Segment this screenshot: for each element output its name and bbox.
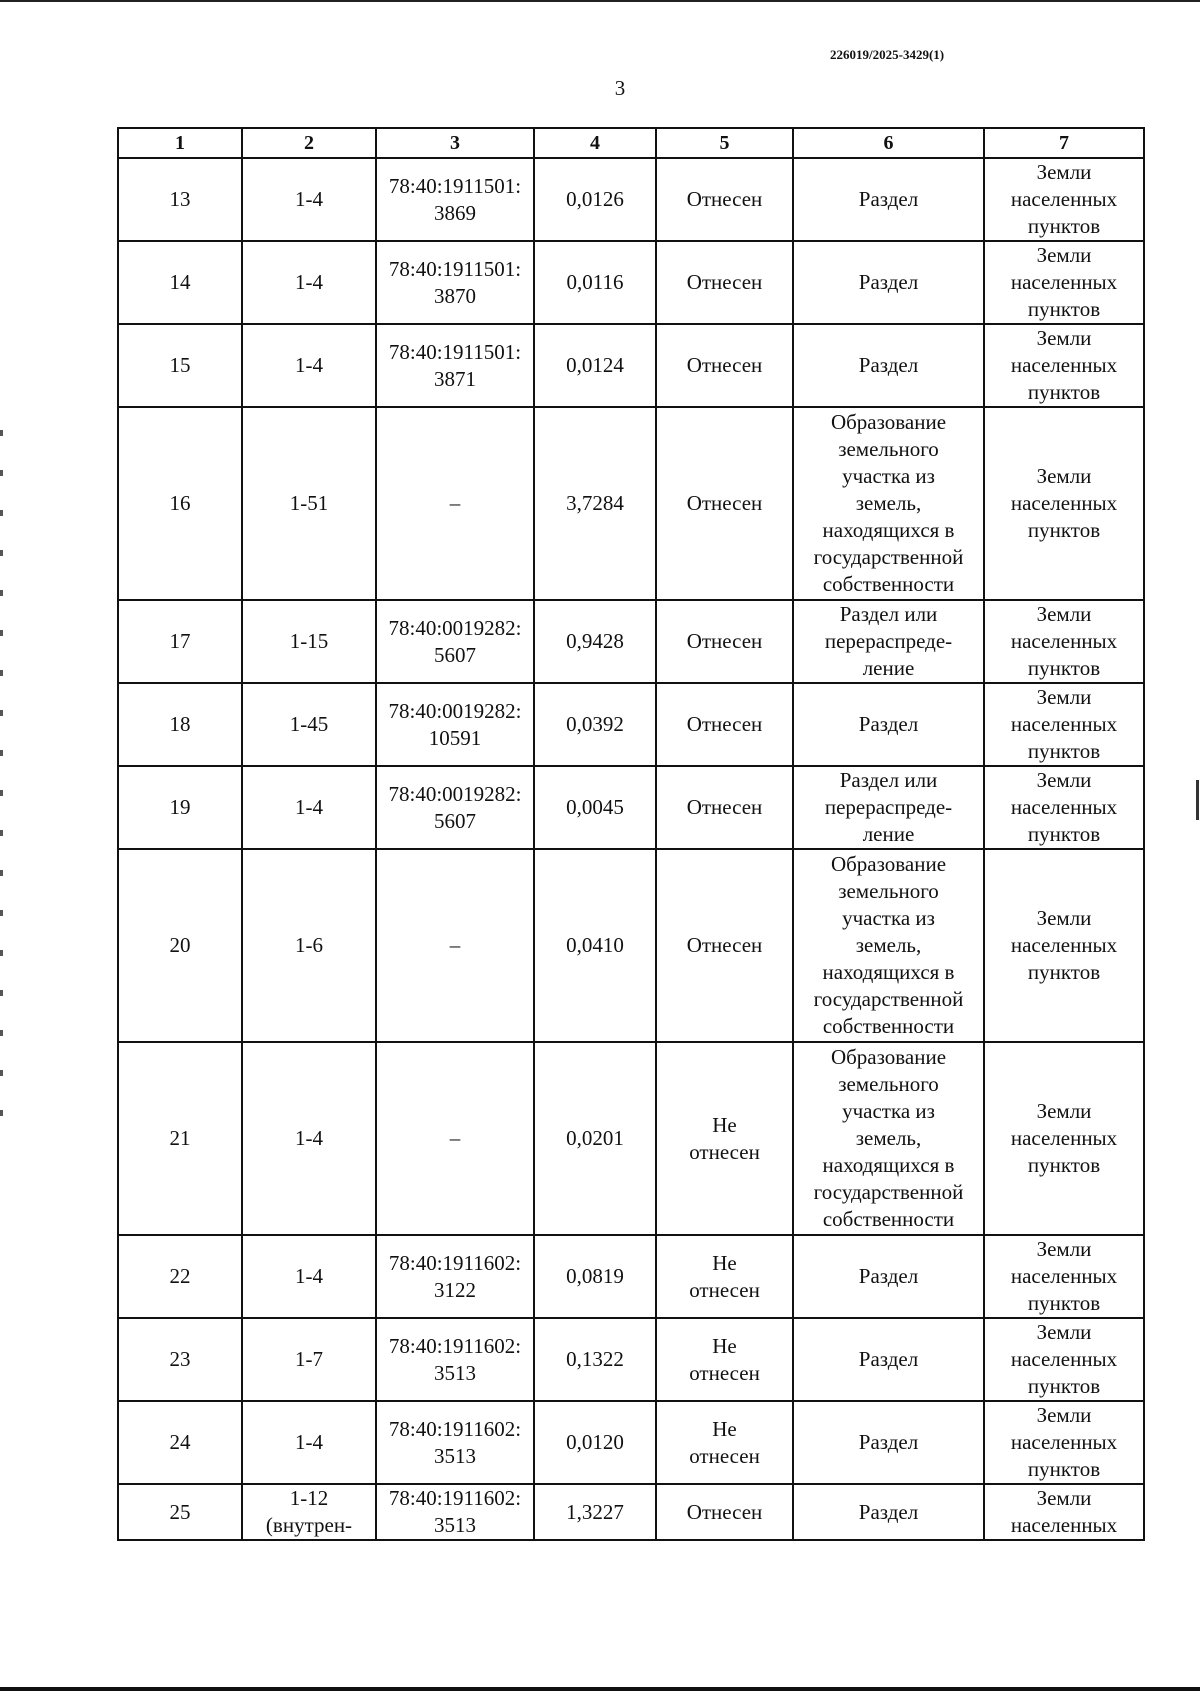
cell-land-category [984,1042,1144,1235]
column-header-7: 7 [984,128,1144,158]
cell-cadastral-number [376,407,534,600]
cell-number-text: 17 [169,629,191,653]
cell-land-category-text: Земли населенных пунктов [1010,768,1118,846]
cell-formation-method [793,849,984,1042]
cell-points [242,324,376,407]
cell-land-category [984,158,1144,241]
column-header-5: 5 [656,128,793,158]
cell-area [534,600,656,683]
cell-number [118,1235,242,1318]
cell-land-category [984,1401,1144,1484]
cell-formation-method [793,241,984,324]
cell-status [656,407,793,600]
cell-number [118,1042,242,1235]
cell-formation-method-text: Раздел [858,1347,919,1371]
table-header [118,128,1144,158]
cell-number [118,683,242,766]
table-row [118,1401,1144,1484]
cell-land-category [984,600,1144,683]
cell-land-category [984,1235,1144,1318]
cell-points [242,600,376,683]
cell-points-text: 1-6 [295,933,323,957]
cell-status-text: Отнесен [686,270,763,294]
cell-formation-method-text: Раздел [858,1264,919,1288]
cell-cadastral-number [376,1235,534,1318]
cell-points [242,158,376,241]
table-row [118,1318,1144,1401]
table-row [118,683,1144,766]
cell-formation-method [793,600,984,683]
cell-area [534,1318,656,1401]
cell-area-text: 0,0126 [566,187,624,211]
cell-area [534,324,656,407]
cell-status [656,600,793,683]
cell-status [656,1042,793,1235]
cell-points-text: 1-15 [289,629,329,653]
cell-points [242,1484,376,1540]
cell-area-text: 0,0045 [566,795,624,819]
cell-cadastral-number-text: – [449,1126,461,1150]
cell-land-category [984,1318,1144,1401]
header-row [118,128,1144,158]
cell-land-category-text: Земли населенных пунктов [1010,602,1118,680]
table-body [118,158,1144,1540]
cell-cadastral-number [376,1318,534,1401]
cell-points [242,1042,376,1235]
cell-status-text: Не отнесен [689,1250,760,1302]
cell-status [656,683,793,766]
cell-area [534,766,656,849]
cell-land-category-text: Земли населенных пунктов [1010,906,1118,984]
cell-number-text: 13 [169,187,191,211]
scan-marks-right [1196,780,1199,820]
cell-cadastral-number-text: – [449,491,461,515]
page-number: 3 [614,76,626,100]
cell-area-text: 0,0116 [566,270,624,294]
cell-land-category-text: Земли населенных пунктов [1010,1403,1118,1481]
cell-status [656,158,793,241]
scan-edge-top [0,0,1200,2]
cell-land-category-text: Земли населенных пунктов [1010,1099,1118,1177]
cell-cadastral-number [376,849,534,1042]
cell-cadastral-number-text: 78:40:0019282: 5607 [388,615,522,667]
cell-number [118,1484,242,1540]
scan-marks-left [0,430,3,1130]
cell-number [118,241,242,324]
cell-area [534,1042,656,1235]
cell-cadastral-number [376,1401,534,1484]
cell-cadastral-number [376,1042,534,1235]
cell-area-text: 0,9428 [566,629,624,653]
cell-formation-method [793,1042,984,1235]
cell-points [242,766,376,849]
cell-points [242,1318,376,1401]
cell-cadastral-number-text: 78:40:1911602: 3122 [388,1250,522,1302]
table-row [118,241,1144,324]
table-row [118,158,1144,241]
cell-area [534,1235,656,1318]
cell-status [656,1318,793,1401]
cell-area-text: 0,0201 [566,1126,624,1150]
cell-status-text: Отнесен [686,1499,763,1524]
column-header-1: 1 [118,128,242,158]
cell-land-category [984,407,1144,600]
cell-points [242,241,376,324]
cell-status [656,1401,793,1484]
cell-number-text: 16 [169,491,191,515]
cell-points-text: 1-4 [295,187,323,211]
cell-points-text: 1-45 [289,712,329,736]
cell-points [242,1235,376,1318]
cell-number-text: 23 [169,1347,191,1371]
cell-cadastral-number-text: 78:40:1911501: 3869 [388,173,522,225]
cell-cadastral-number-text: 78:40:0019282: 5607 [388,781,522,833]
cell-formation-method-text: Раздел [858,270,919,294]
cell-formation-method-text: Образование земельного участка из земель, находящихся в государственной собственности [813,852,964,1038]
cell-number-text: 24 [169,1430,191,1454]
cell-status [656,324,793,407]
cell-status-text: Отнесен [686,187,763,211]
cell-formation-method [793,324,984,407]
cell-formation-method-text: Раздел [858,712,919,736]
cell-land-category [984,766,1144,849]
cell-land-category-text: Земли населенных [1010,1486,1118,1537]
cell-formation-method [793,683,984,766]
document-number: 226019/2025-3429(1) [830,47,945,62]
cell-area [534,849,656,1042]
cell-land-category [984,849,1144,1042]
cell-cadastral-number [376,324,534,407]
cell-number [118,766,242,849]
cell-status-text: Отнесен [686,353,763,377]
scan-edge-bottom [0,1687,1200,1691]
cell-status-text: Отнесен [686,795,763,819]
cell-cadastral-number [376,1484,534,1540]
cell-area-text: 0,1322 [566,1347,624,1371]
cell-land-category [984,324,1144,407]
cell-land-category-text: Земли населенных пунктов [1010,1320,1118,1398]
cell-land-category-text: Земли населенных пунктов [1010,1237,1118,1315]
cell-number [118,849,242,1042]
table-row [118,1042,1144,1235]
cell-land-category-text: Земли населенных пунктов [1010,243,1118,321]
cell-formation-method-text: Раздел [858,187,919,211]
cell-formation-method-text: Образование земельного участка из земель, находящихся в государственной собственности [813,1045,964,1231]
cell-cadastral-number-text: 78:40:0019282: 10591 [388,698,522,750]
cell-number [118,1401,242,1484]
cell-area [534,683,656,766]
cell-points-text: 1-4 [295,1430,323,1454]
cell-area-text: 0,0120 [566,1430,624,1454]
cell-points-text: 1-4 [295,1126,323,1150]
cell-number [118,600,242,683]
cell-status-text: Отнесен [686,712,763,736]
cell-land-category-text: Земли населенных пунктов [1010,160,1118,238]
cell-land-category [984,1484,1144,1540]
cell-formation-method [793,1401,984,1484]
cell-points [242,407,376,600]
cell-land-category [984,683,1144,766]
cell-number-text: 15 [169,353,191,377]
cell-status [656,1235,793,1318]
cell-number-text: 20 [169,933,191,957]
cell-number [118,324,242,407]
cell-points-text: 1-4 [295,270,323,294]
cell-area [534,241,656,324]
cell-land-category-text: Земли населенных пунктов [1010,685,1118,763]
cell-points-text: 1-4 [295,353,323,377]
cell-area-text: 1,3227 [566,1499,624,1524]
table-row [118,1235,1144,1318]
cell-cadastral-number [376,683,534,766]
cell-number-text: 21 [169,1126,191,1150]
cell-cadastral-number-text: 78:40:1911501: 3870 [388,256,522,308]
cell-formation-method [793,407,984,600]
cell-points-text: 1-51 [289,491,329,515]
cell-points-text: 1-12 (внутрен- [265,1486,353,1537]
cell-number [118,158,242,241]
cell-cadastral-number-text: 78:40:1911602: 3513 [388,1416,522,1468]
cell-area-text: 0,0819 [566,1264,624,1288]
cell-number-text: 19 [169,795,191,819]
cell-formation-method [793,1318,984,1401]
cell-cadastral-number [376,241,534,324]
cell-cadastral-number-text: – [449,933,461,957]
column-header-2: 2 [242,128,376,158]
cell-points [242,849,376,1042]
cell-status-text: Не отнесен [689,1333,760,1385]
cell-cadastral-number [376,600,534,683]
table-row [118,324,1144,407]
cell-formation-method-text: Раздел или перераспреде- ление [824,602,953,680]
cell-cadastral-number-text: 78:40:1911501: 3871 [388,339,522,391]
table-row [118,407,1144,600]
cell-status-text: Отнесен [686,629,763,653]
cell-points-text: 1-7 [295,1347,323,1371]
cell-formation-method-text: Раздел [858,1499,919,1524]
cell-formation-method-text: Раздел [858,1430,919,1454]
cell-formation-method [793,766,984,849]
cell-area [534,1401,656,1484]
cell-formation-method [793,1235,984,1318]
cell-number [118,1318,242,1401]
cell-area [534,158,656,241]
cell-points-text: 1-4 [295,1264,323,1288]
cell-land-category-text: Земли населенных пунктов [1010,464,1118,542]
cell-status-text: Отнесен [686,933,763,957]
cell-land-category [984,241,1144,324]
cell-number [118,407,242,600]
cell-points [242,683,376,766]
cell-area [534,407,656,600]
cell-status-text: Не отнесен [689,1112,760,1164]
table-row [118,849,1144,1042]
column-header-6: 6 [793,128,984,158]
cell-cadastral-number [376,766,534,849]
cell-number-text: 22 [169,1264,191,1288]
column-header-4: 4 [534,128,656,158]
cell-status-text: Не отнесен [689,1416,760,1468]
cell-formation-method-text: Образование земельного участка из земель, находящихся в государственной собственности [813,410,964,596]
land-plot-table [117,127,1145,1541]
cell-area-text: 3,7284 [566,491,624,515]
cell-formation-method-text: Раздел [858,353,919,377]
column-header-3: 3 [376,128,534,158]
cell-cadastral-number-text: 78:40:1911602: 3513 [388,1486,522,1537]
cell-land-category-text: Земли населенных пунктов [1010,326,1118,404]
cell-status-text: Отнесен [686,491,763,515]
cell-area-text: 0,0410 [566,933,624,957]
cell-formation-method [793,1484,984,1540]
cell-points-text: 1-4 [295,795,323,819]
cell-number-text: 18 [169,712,191,736]
cell-points [242,1401,376,1484]
cell-number-text: 25 [169,1499,191,1524]
cell-status [656,766,793,849]
table-row [118,766,1144,849]
cell-formation-method-text: Раздел или перераспреде- ление [824,768,953,846]
cell-area-text: 0,0392 [566,712,624,736]
cell-status [656,1484,793,1540]
cell-number-text: 14 [169,270,191,294]
cell-area [534,1484,656,1540]
cell-cadastral-number-text: 78:40:1911602: 3513 [388,1333,522,1385]
cell-status [656,241,793,324]
cell-cadastral-number [376,158,534,241]
table-row [118,600,1144,683]
cell-formation-method [793,158,984,241]
cell-area-text: 0,0124 [566,353,624,377]
table-row [118,1484,1144,1540]
cell-status [656,849,793,1042]
